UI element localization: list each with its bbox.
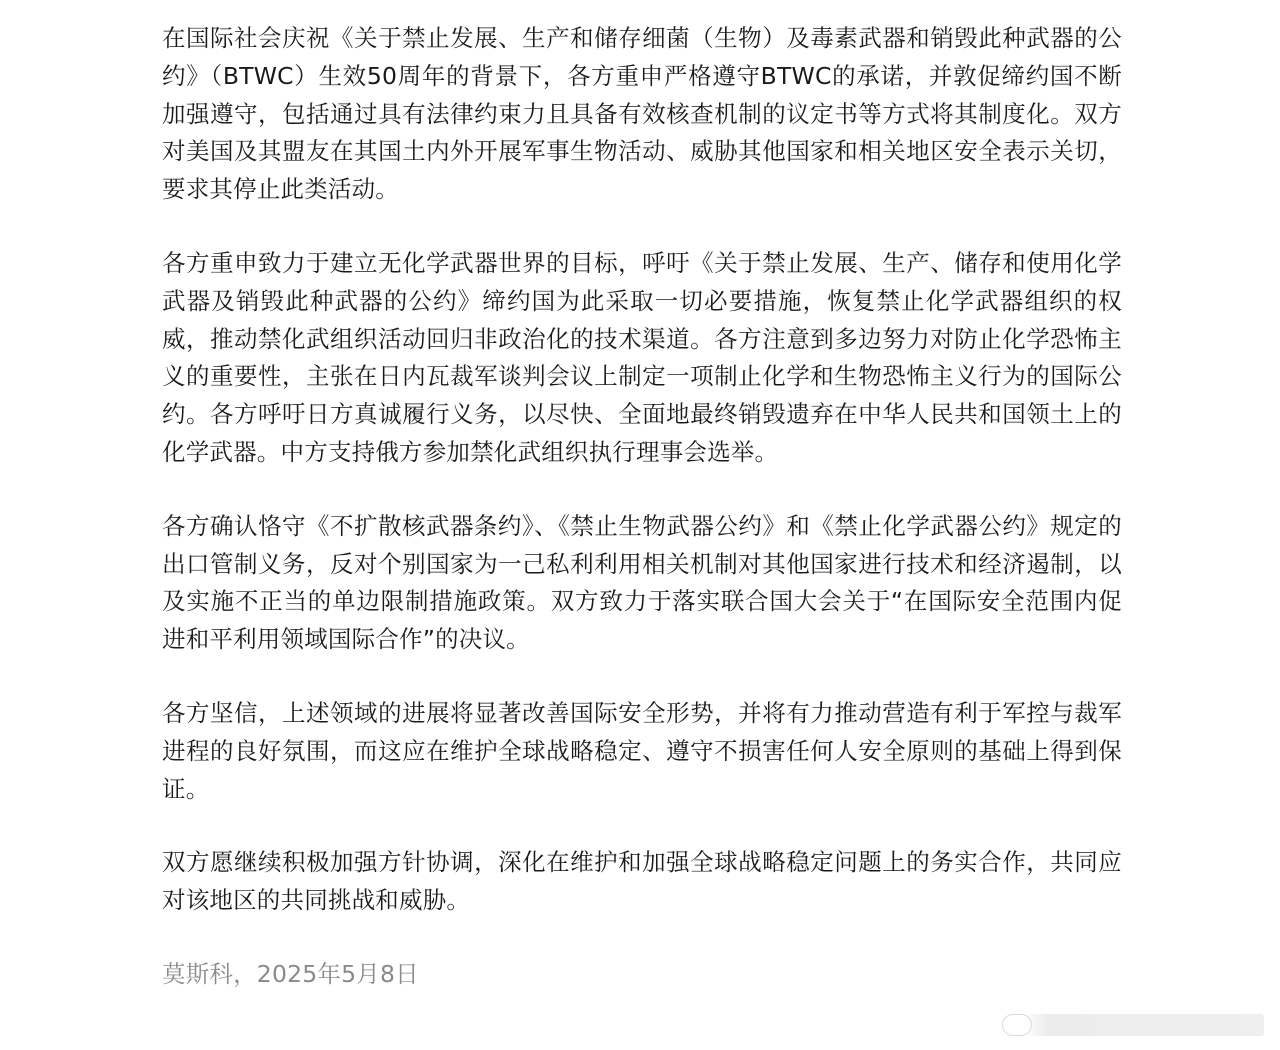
- paragraph-btwc: 在国际社会庆祝《关于禁止发展、生产和储存细菌（生物）及毒素武器和销毁此种武器的公约》（BTWC）生效50周年的背景下，各方重申严格遵守BTWC的承诺，并敦促缔约国不断加强遵守，包括通过具有法律约束力且具备有效核查机制的议定书等方式将其制度化。双方对美国及其盟友在其国土内外开展军事生物活动、威胁其他国家和相关地区安全表示关切，要求其停止此类活动。: [162, 24, 1122, 204]
- article-body: [162, 20, 1122, 994]
- paragraph-chemical-weapons: 各方重申致力于建立无化学武器世界的目标，呼吁《关于禁止发展、生产、储存和使用化学武器及销毁此种武器的公约》缔约国为此采取一切必要措施，恢复禁止化学武器组织的权威，推动禁化武组织活动回归非政治化的技术渠道。各方注意到多边努力对防止化学恐怖主义的重要性，主张在日内瓦裁军谈判会议上制定一项制止化学和生物恐怖主义行为的国际公约。各方呼吁日方真诚履行义务，以尽快、全面地最终销毁遗弃在中华人民共和国领土上的化学武器。中方支持俄方参加禁化武组织执行理事会选举。: [162, 248, 1122, 466]
- paragraph-export-controls: 各方确认恪守《不扩散核武器条约》、《禁止生物武器公约》和《禁止化学武器公约》规定的出口管制义务，反对个别国家为一己私利利用相关机制对其他国家进行技术和经济遏制，以及实施不正当的单边限制措施政策。双方致力于落实联合国大会关于“在国际安全范围内促进和平利用领域国际合作”的决议。: [162, 511, 1122, 654]
- watermark: [1002, 1014, 1272, 1036]
- paragraph-security-situation: 各方坚信，上述领域的进展将显著改善国际安全形势，并将有力推动营造有利于军控与裁军进程的良好氛围，而这应在维护全球战略稳定、遵守不损害任何人安全原则的基础上得到保证。: [162, 698, 1122, 803]
- paragraph-cooperation: 双方愿继续积极加强方针协调，深化在维护和加强全球战略稳定问题上的务实合作，共同应对该地区的共同挑战和威胁。: [162, 848, 1122, 915]
- signature-place-date: 莫斯科，2025年5月8日: [162, 959, 419, 988]
- watermark-text-blur: [1024, 1014, 1264, 1036]
